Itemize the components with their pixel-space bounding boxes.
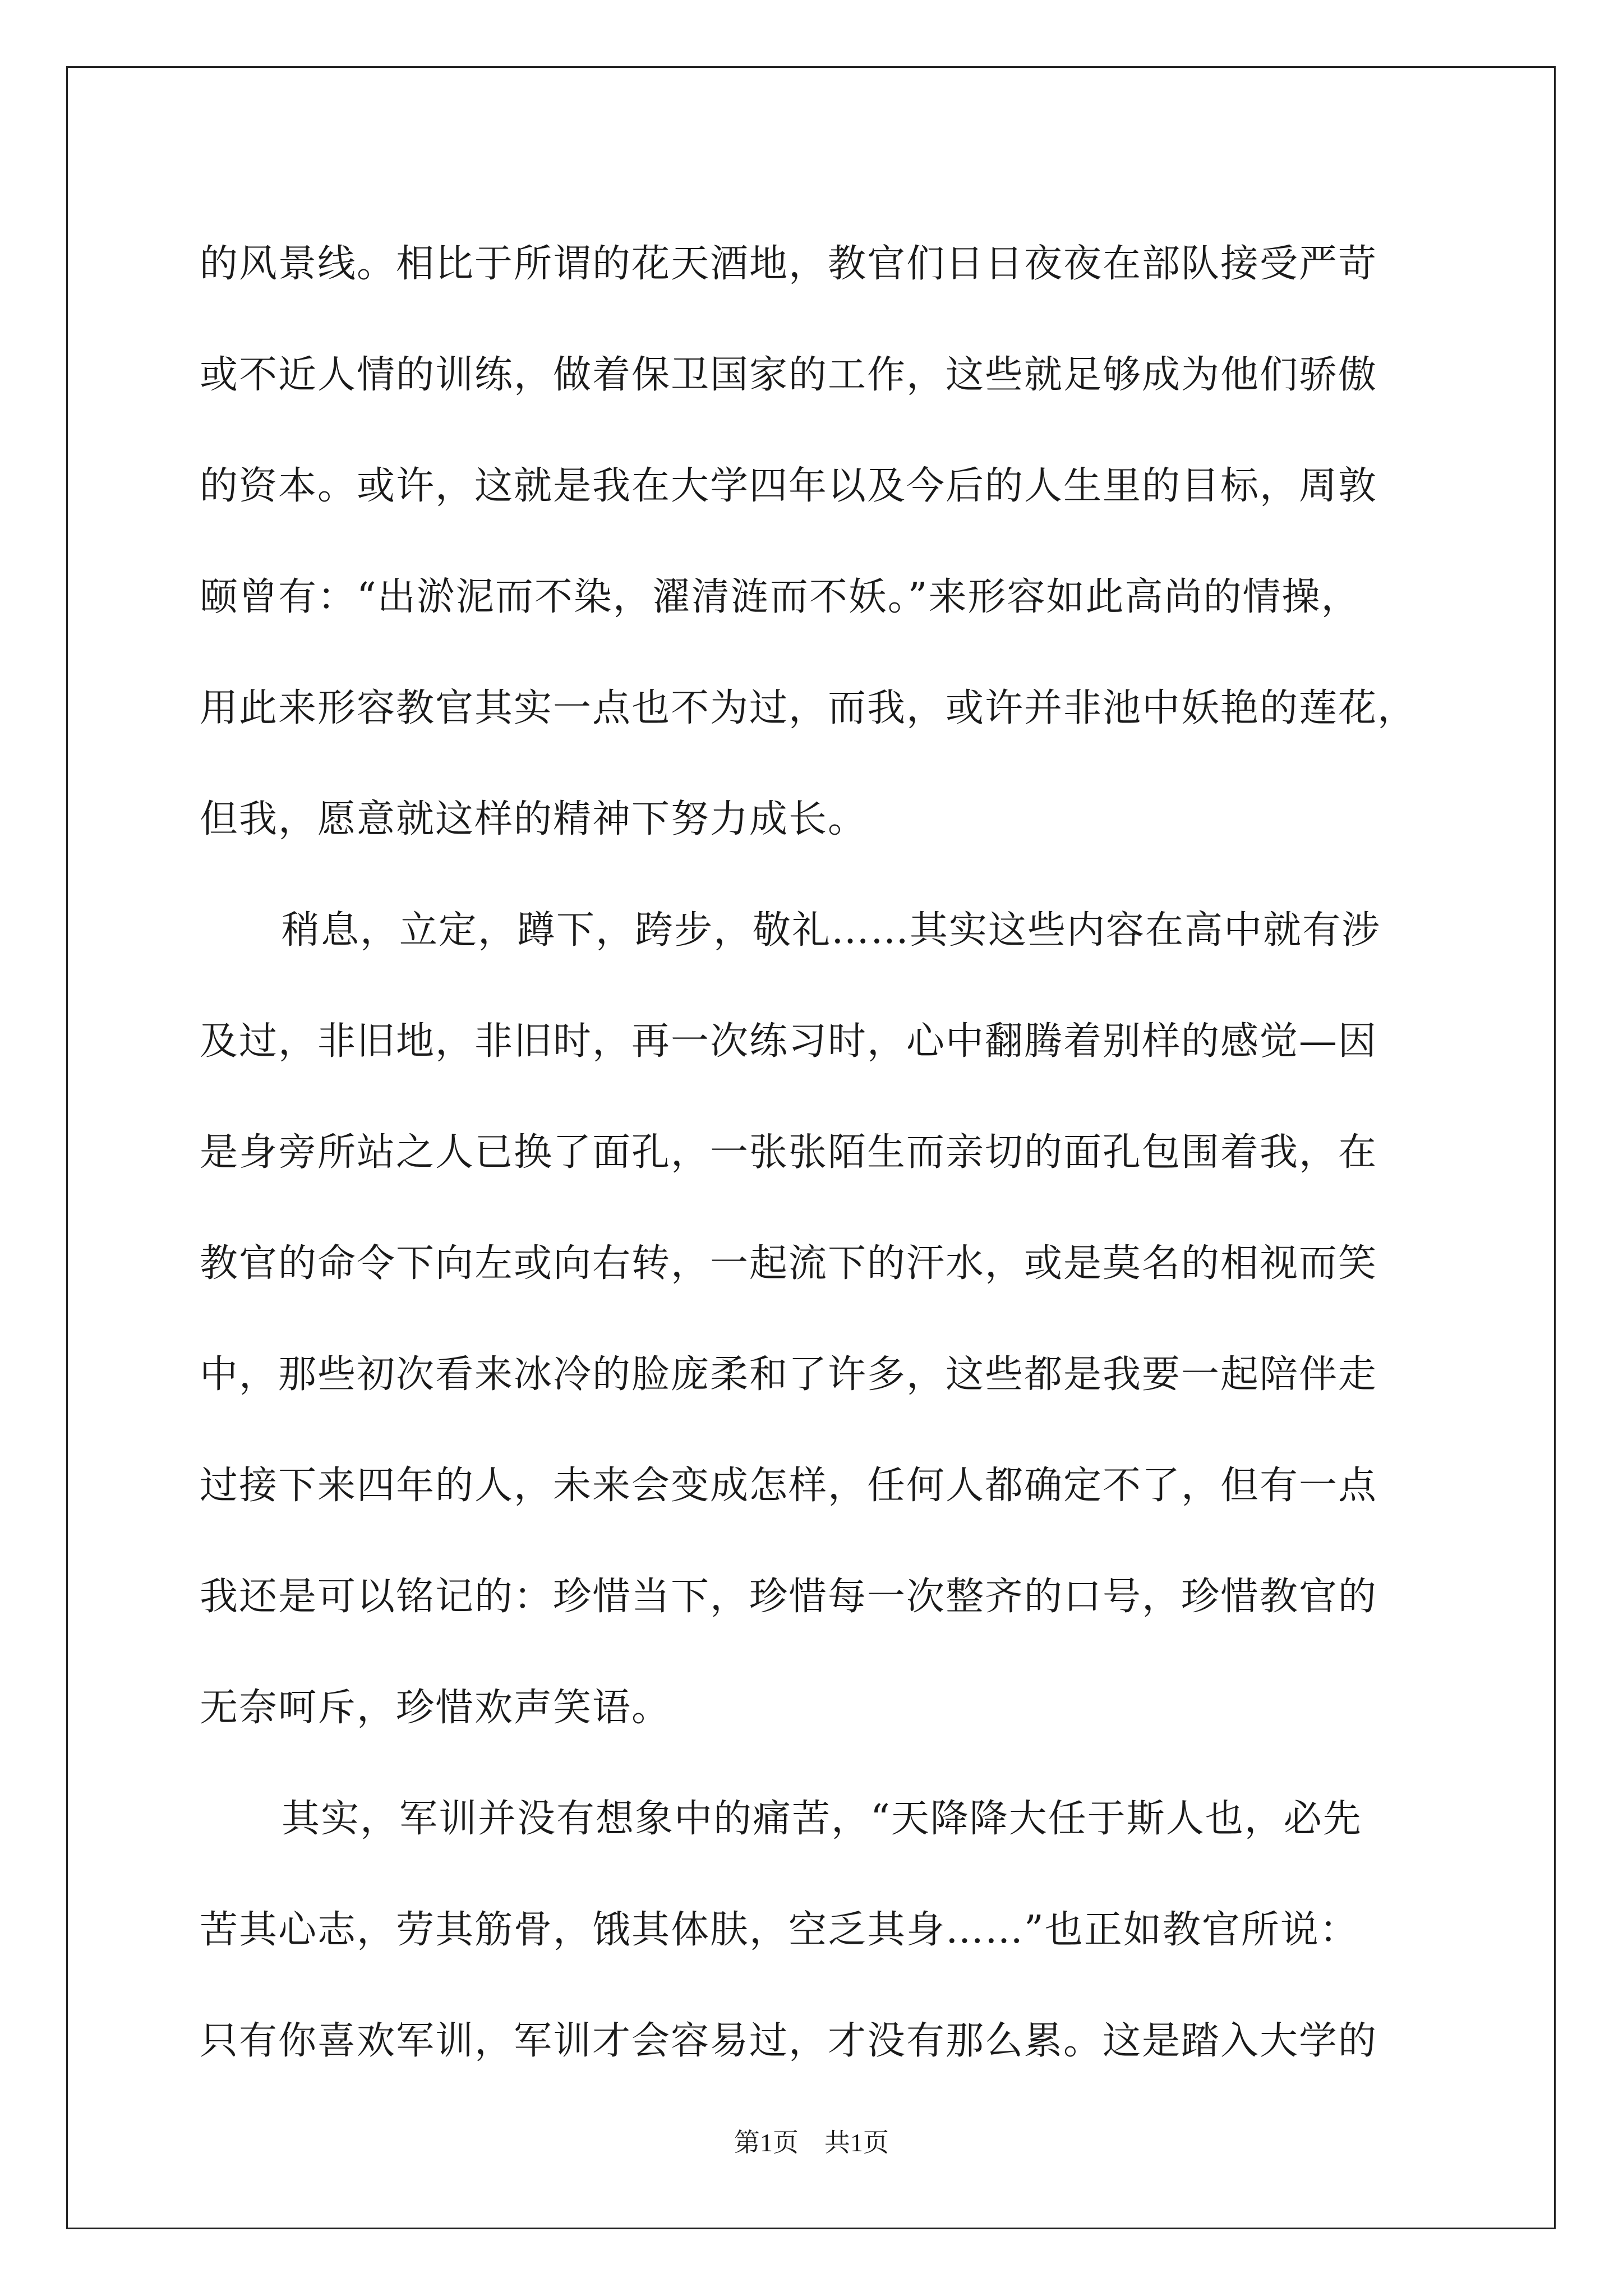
text-line: 无奈呵斥，珍惜欢声笑语。 [200,1686,671,1730]
text-line: 只有你喜欢军训，军训才会容易过，才没有那么累。这是踏入大学的 [200,2019,1378,2063]
document-body [200,209,1433,2097]
text-line: 及过，非旧地，非旧时，再一次练习时，心中翻腾着别样的感觉—因 [200,1019,1378,1064]
paragraph-first-line: 其实，军训并没有想象中的痛苦，“天降降大任于斯人也，必先 [282,1797,1362,1841]
text-line: 教官的命令下向左或向右转，一起流下的汗水，或是莫名的相视而笑 [200,1241,1378,1286]
text-line: 过接下来四年的人，未来会变成怎样，任何人都确定不了，但有一点 [200,1464,1378,1508]
text-line: 中，那些初次看来冰冷的脸庞柔和了许多，这些都是我要一起陪伴走 [200,1352,1378,1397]
text-line: 或不近人情的训练，做着保卫国家的工作，这些就足够成为他们骄傲 [200,353,1378,397]
text-line: 是身旁所站之人已换了面孔，一张张陌生而亲切的面孔包围着我，在 [200,1130,1378,1175]
text-line: 颐曾有：“出淤泥而不染，濯清涟而不妖。”来形容如此高尚的情操， [200,575,1361,619]
text-line: 用此来形容教官其实一点也不为过，而我，或许并非池中妖艳的莲花， [200,686,1417,730]
page-footer [0,2126,1623,2160]
text-line: 苦其心志，劳其筋骨，饿其体肤，空乏其身……”也正如教官所说： [200,1908,1359,1952]
page-number: 第1页 [734,2128,799,2157]
text-line: 的资本。或许，这就是我在大学四年以及今后的人生里的目标，周敦 [200,464,1378,508]
page-count: 共1页 [824,2128,889,2157]
text-line: 但我，愿意就这样的精神下努力成长。 [200,797,868,841]
paragraph-first-line: 稍息，立定，蹲下，跨步，敬礼……其实这些内容在高中就有涉 [282,908,1381,953]
text-line: 我还是可以铭记的：珍惜当下，珍惜每一次整齐的口号，珍惜教官的 [200,1575,1378,1619]
text-line: 的风景线。相比于所谓的花天酒地，教官们日日夜夜在部队接受严苛 [200,242,1378,286]
